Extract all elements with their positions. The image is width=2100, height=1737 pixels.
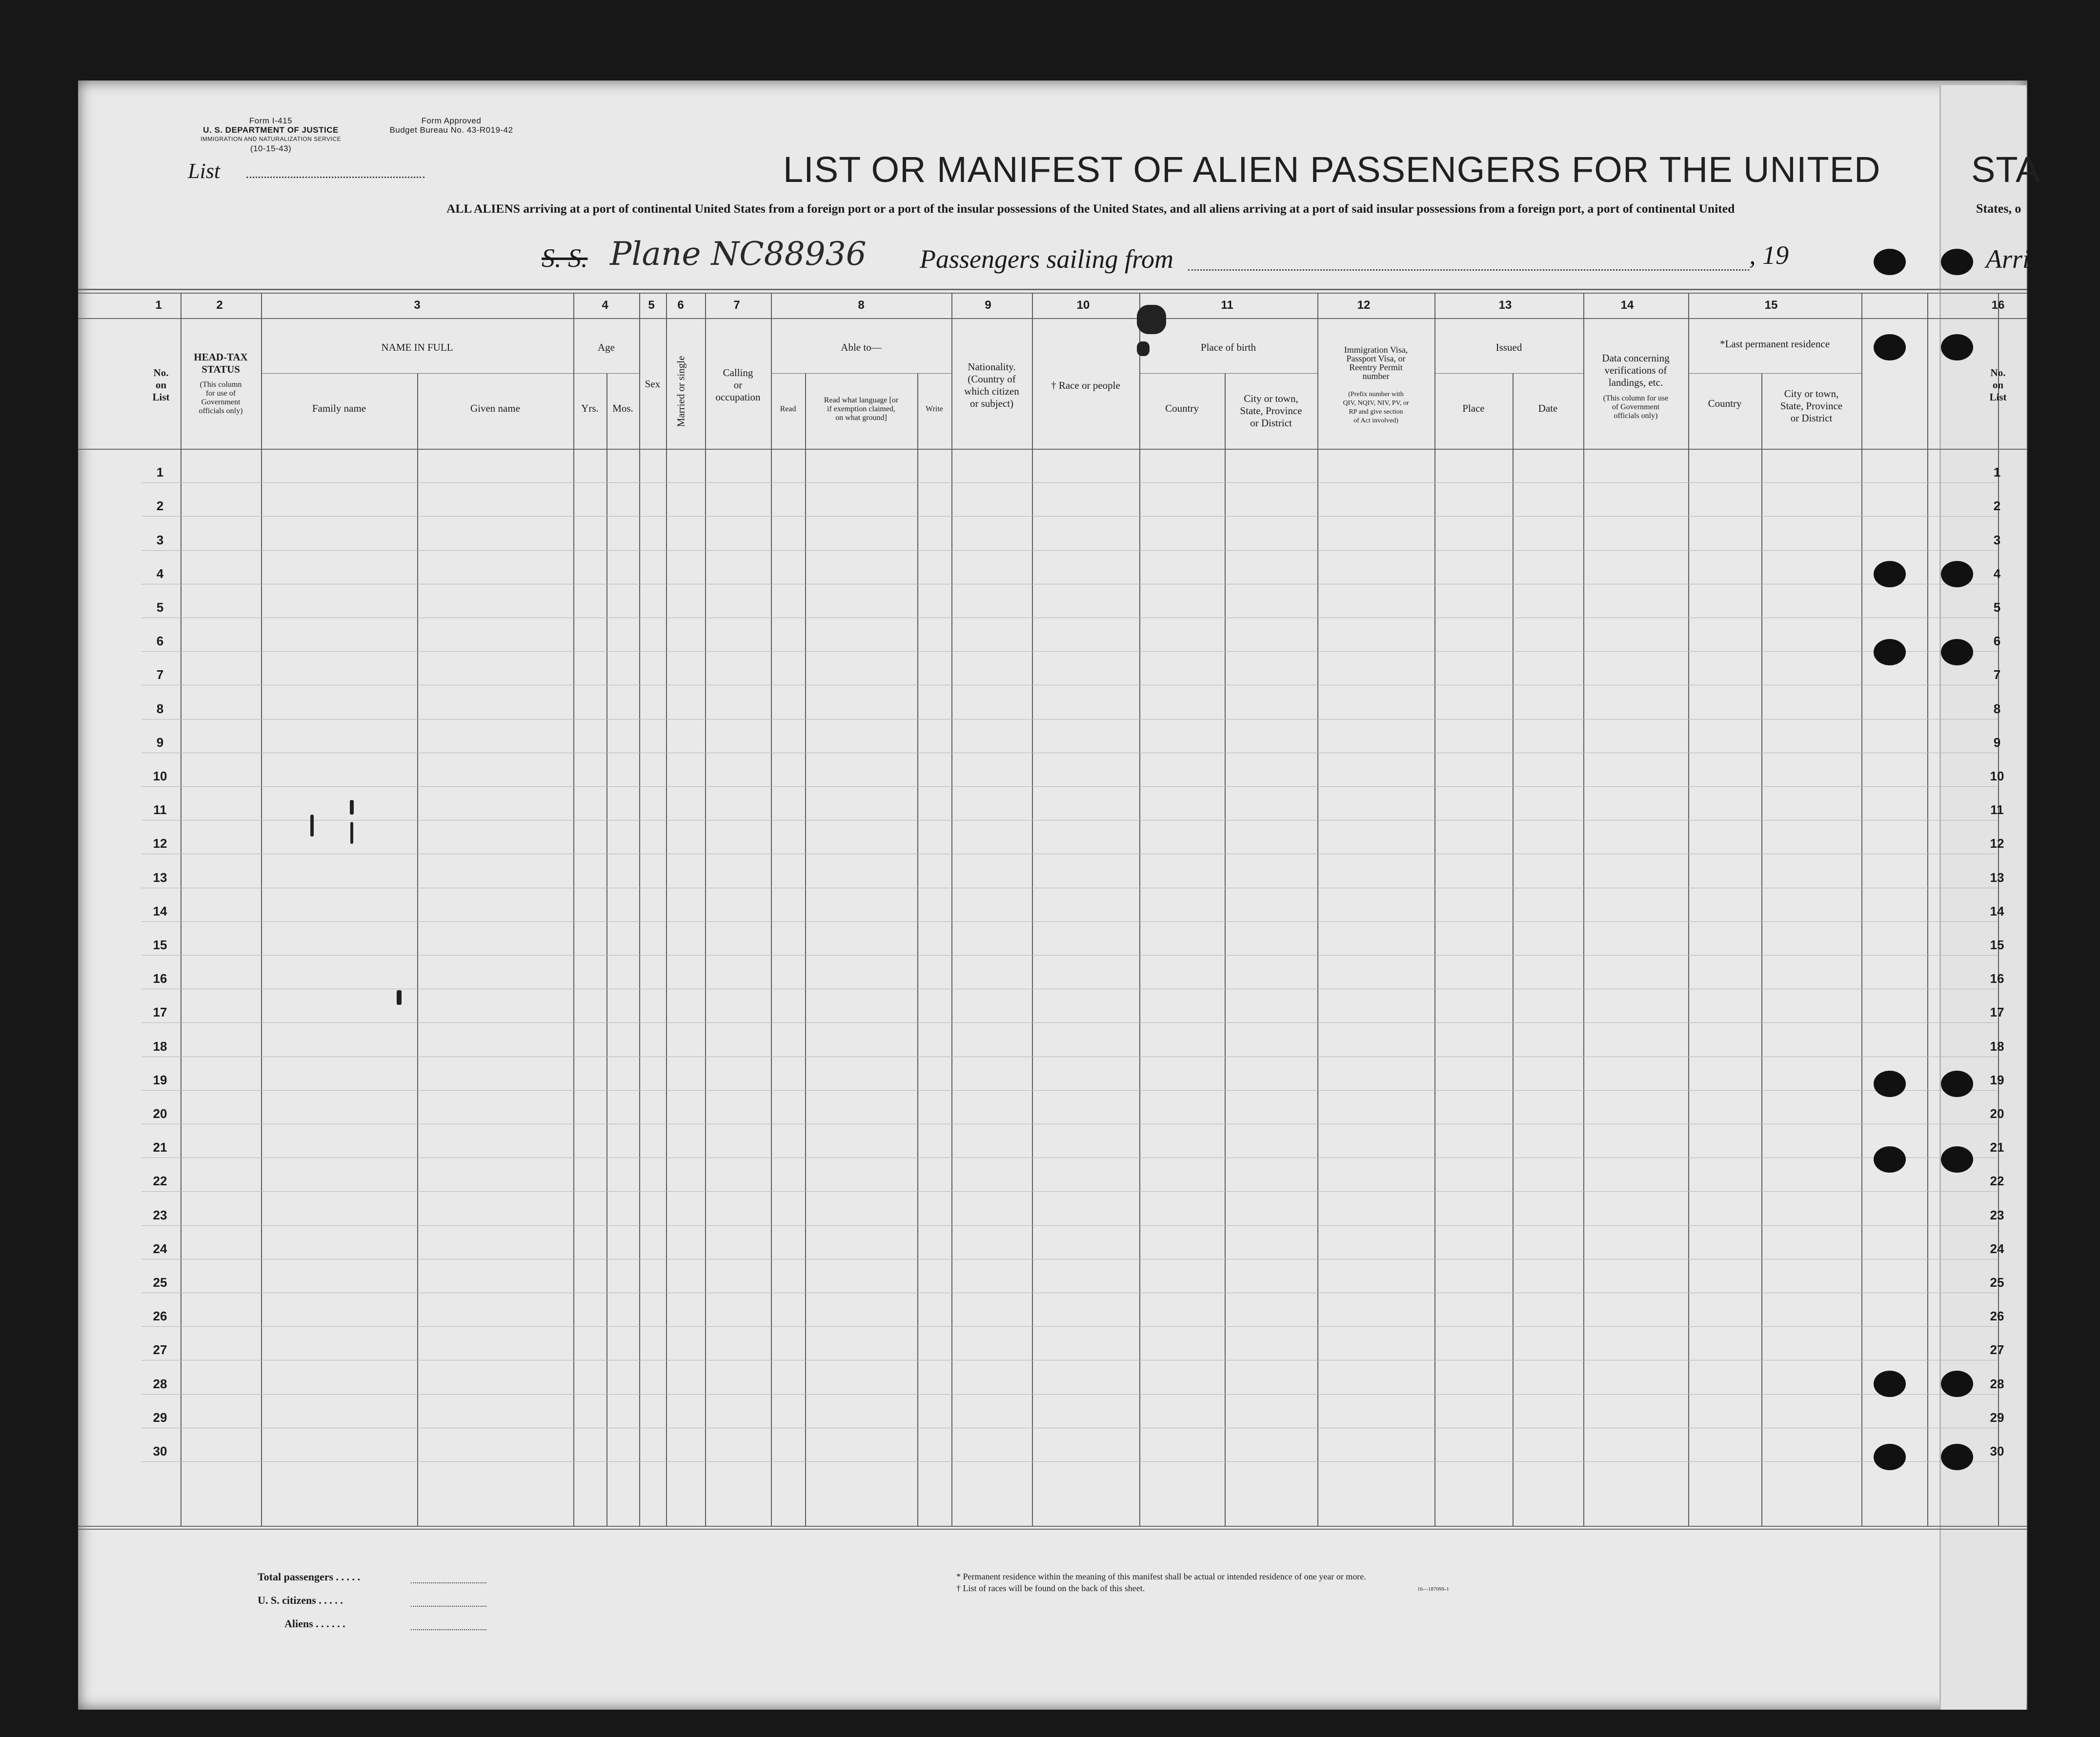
year-prefix: , 19 <box>1749 240 1789 270</box>
row-rule <box>141 1022 1998 1023</box>
col-num-12: 12 <box>1357 299 1371 312</box>
column-rule <box>573 293 574 1526</box>
ss-label: S. S. <box>542 243 588 273</box>
header-place-of-birth: Place of birth <box>1200 341 1256 353</box>
row-number: 13 <box>153 870 167 885</box>
column-rule <box>1317 293 1318 1526</box>
row-rule <box>141 921 1998 922</box>
column-rule <box>1139 293 1140 1526</box>
budget-number: Budget Bureau No. 43-R019-42 <box>389 125 513 135</box>
header-family-name: Family name <box>312 402 366 414</box>
binding-hole <box>1874 639 1906 665</box>
row-number: 16 <box>153 971 167 986</box>
header-visa-number: Immigration Visa, Passport Visa, or Reentry Permit number <box>1344 345 1408 381</box>
row-number: 14 <box>153 903 167 918</box>
binding-hole <box>1874 561 1906 587</box>
sub-header-rule <box>771 373 951 374</box>
col-num-16: 16 <box>1991 299 2005 312</box>
column-rule <box>1688 293 1689 1526</box>
row-number: 9 <box>156 735 164 750</box>
header-race: † Race or people <box>1051 379 1120 391</box>
row-number-right: 3 <box>1993 532 2001 547</box>
row-rule <box>141 1394 1998 1395</box>
col-num-8: 8 <box>858 299 865 312</box>
sailing-from-line <box>1188 269 1749 271</box>
row-number-right: 16 <box>1990 971 2004 986</box>
ink-mark <box>310 815 314 837</box>
col-num-7: 7 <box>733 299 740 312</box>
column-rule <box>417 373 418 1526</box>
header-data-note: (This column for use of Government officials only) <box>1603 394 1669 420</box>
column-rule <box>666 293 667 1526</box>
row-number-right: 25 <box>1990 1275 2004 1290</box>
row-number-right: 11 <box>1990 802 2004 818</box>
col-num-5: 5 <box>648 299 655 312</box>
row-number-right: 19 <box>1990 1072 2004 1087</box>
row-number: 27 <box>153 1342 167 1358</box>
header-no-on-list: No. on List <box>152 367 170 403</box>
column-rule <box>771 293 772 1526</box>
table-top-rule-inner <box>78 293 2027 294</box>
header-sex: Sex <box>645 378 661 390</box>
passengers-sailing-from-label: Passengers sailing from <box>920 244 1174 274</box>
binding-hole <box>1941 1371 1973 1397</box>
row-number: 3 <box>156 532 164 547</box>
row-number-right: 24 <box>1990 1241 2004 1256</box>
header-no-on-list-right: No. on List <box>1989 367 2007 403</box>
arriving-label-cut: Arri <box>1986 244 2030 274</box>
page-subtitle: ALL ALIENS arriving at a port of continental United States from a foreign port or a port of the insular possessions of the United States, and all aliens arriving at a port of said insular possessions from a foreign port, a port of continental United <box>446 201 1735 216</box>
binding-hole <box>1941 249 1973 275</box>
col-num-6: 6 <box>677 299 684 312</box>
binding-hole <box>1941 1146 1973 1173</box>
column-rule <box>1583 293 1584 1526</box>
row-number: 12 <box>153 836 167 851</box>
column-rule <box>1927 293 1928 1526</box>
row-number-right: 26 <box>1990 1309 2004 1324</box>
header-residence-city: City or town, State, Province or District <box>1780 388 1843 424</box>
col-num-4: 4 <box>602 299 608 312</box>
sub-header-rule <box>1434 373 1583 374</box>
row-number-right: 30 <box>1990 1444 2004 1458</box>
table-top-rule <box>78 289 2027 290</box>
row-rule <box>141 1326 1998 1327</box>
column-rule <box>1434 293 1435 1526</box>
header-read-what-language: Read what language [or if exemption claimed, on what ground] <box>824 396 899 422</box>
list-number-line <box>246 177 424 178</box>
binding-hole <box>1874 1371 1906 1397</box>
row-number-right: 1 <box>1993 465 2001 480</box>
column-rule <box>181 293 182 1526</box>
row-rule <box>141 482 1998 483</box>
approval-block <box>371 116 532 135</box>
form-id-block <box>195 116 346 153</box>
table-bottom-rule-inner <box>78 1529 2027 1530</box>
service-name: IMMIGRATION AND NATURALIZATION SERVICE <box>200 136 342 142</box>
row-number-right: 9 <box>1993 735 2001 750</box>
row-number: 20 <box>153 1106 167 1121</box>
row-number: 22 <box>153 1174 167 1189</box>
column-rule <box>261 293 262 1526</box>
page-title: LIST OR MANIFEST OF ALIEN PASSENGERS FOR THE UNITED <box>783 149 1881 190</box>
column-rule <box>805 373 806 1526</box>
header-calling: Calling or occupation <box>715 367 761 403</box>
header-write: Write <box>926 405 943 413</box>
header-issued: Issued <box>1495 341 1522 353</box>
row-number-right: 17 <box>1990 1005 2004 1020</box>
form-approved: Form Approved <box>421 116 482 125</box>
header-data-concerning: Data concerning verifications of landings, etc. <box>1602 352 1670 388</box>
col-num-14: 14 <box>1620 299 1634 312</box>
col-num-1: 1 <box>155 299 162 312</box>
row-number: 26 <box>153 1309 167 1324</box>
row-number: 2 <box>156 499 164 514</box>
column-rule <box>1513 373 1514 1526</box>
binding-hole <box>1874 1146 1906 1173</box>
row-number-right: 4 <box>1993 566 2001 581</box>
row-number-right: 21 <box>1990 1140 2004 1155</box>
row-number: 5 <box>156 600 164 615</box>
binding-hole <box>1941 1444 1973 1470</box>
header-age-mos: Mos. <box>612 402 633 414</box>
column-rule <box>1761 373 1762 1526</box>
row-rule <box>141 1225 1998 1226</box>
row-number: 1 <box>156 465 164 480</box>
print-code: 16—18709S-1 <box>1417 1586 1449 1592</box>
binding-hole <box>1941 561 1973 587</box>
row-number: 15 <box>153 938 167 952</box>
row-number-right: 13 <box>1990 870 2004 885</box>
column-rule <box>1225 373 1226 1526</box>
page-subtitle-continued: States, o <box>1976 201 2021 216</box>
ink-mark <box>350 800 354 815</box>
col-num-2: 2 <box>216 299 223 312</box>
binding-hole <box>1874 1444 1906 1470</box>
row-number: 24 <box>153 1241 167 1256</box>
col-num-11: 11 <box>1221 299 1233 312</box>
binding-hole <box>1941 1071 1973 1097</box>
col-num-10: 10 <box>1076 299 1090 312</box>
header-issued-place: Place <box>1462 402 1485 414</box>
ink-mark <box>1137 341 1150 356</box>
row-number-right: 15 <box>1990 938 2004 952</box>
row-rule <box>141 1461 1998 1462</box>
header-head-tax-note: (This column for use of Government officials only) <box>199 380 243 415</box>
footnote-permanent-residence: * Permanent residence within the meaning of this manifest shall be actual or intended residence of one year or more. <box>956 1572 1366 1581</box>
row-number-right: 5 <box>1993 600 2001 615</box>
row-number: 10 <box>153 769 167 783</box>
column-rule <box>917 373 918 1526</box>
header-birth-country: Country <box>1165 402 1199 414</box>
row-number-right: 18 <box>1990 1038 2004 1054</box>
sub-header-rule <box>1688 373 1861 374</box>
col-num-9: 9 <box>985 299 991 312</box>
column-rule <box>951 293 952 1526</box>
row-number-right: 10 <box>1990 769 2004 783</box>
aliens-line <box>411 1629 486 1630</box>
list-label: List <box>188 159 221 183</box>
header-last-residence: *Last permanent residence <box>1719 338 1830 350</box>
footer-us-citizens: U. S. citizens . . . . . <box>258 1594 343 1606</box>
binding-hole <box>1874 249 1906 275</box>
column-rule <box>1032 293 1033 1526</box>
page-title-continued: STA <box>1971 149 2040 190</box>
row-number: 23 <box>153 1207 167 1222</box>
row-number: 30 <box>153 1444 167 1458</box>
department-name: U. S. DEPARTMENT OF JUSTICE <box>203 125 339 135</box>
header-visa-note: (Prefix number with QIV, NQIV, NIV, PV, or RP and give section of Act involved) <box>1343 391 1409 424</box>
row-number: 7 <box>156 667 164 682</box>
header-bottom-rule <box>78 449 2027 450</box>
ink-mark <box>350 822 353 844</box>
row-number-right: 28 <box>1990 1376 2004 1391</box>
header-able-to: Able to— <box>841 341 882 353</box>
row-number: 29 <box>153 1410 167 1425</box>
footer-aliens: Aliens . . . . . . <box>284 1617 345 1630</box>
header-age-yrs: Yrs. <box>581 402 599 414</box>
row-number: 28 <box>153 1376 167 1391</box>
col-num-13: 13 <box>1498 299 1512 312</box>
row-number-right: 12 <box>1990 836 2004 851</box>
header-age: Age <box>598 341 615 353</box>
vessel-name-handwritten: Plane NC88936 <box>610 235 867 273</box>
header-residence-country: Country <box>1708 398 1742 409</box>
ink-mark <box>397 990 402 1005</box>
table-bottom-rule <box>78 1526 2027 1527</box>
binding-hole <box>1874 1071 1906 1097</box>
row-number-right: 27 <box>1990 1342 2004 1358</box>
row-number: 25 <box>153 1275 167 1290</box>
row-number-right: 20 <box>1990 1106 2004 1121</box>
ink-mark <box>1137 305 1166 334</box>
row-number: 11 <box>153 802 167 818</box>
col-num-15: 15 <box>1764 299 1778 312</box>
row-number: 21 <box>153 1140 167 1155</box>
form-number: Form I-415 <box>249 116 293 125</box>
row-number: 17 <box>153 1005 167 1020</box>
row-number-right: 23 <box>1990 1207 2004 1222</box>
column-rule <box>705 293 706 1526</box>
row-number-right: 14 <box>1990 903 2004 918</box>
header-nationality: Nationality. (Country of which citizen or subject) <box>964 361 1019 409</box>
header-birth-city: City or town, State, Province or District <box>1240 393 1302 429</box>
row-rule <box>141 1191 1998 1192</box>
row-number: 19 <box>153 1072 167 1087</box>
binding-hole <box>1874 334 1906 360</box>
footer-total-passengers: Total passengers . . . . . <box>258 1571 361 1583</box>
footnote-list-of-races: † List of races will be found on the back of this sheet. <box>956 1583 1145 1593</box>
column-rule <box>606 373 607 1526</box>
row-number: 4 <box>156 566 164 581</box>
row-number: 6 <box>156 634 164 649</box>
header-head-tax: HEAD-TAX STATUS <box>194 351 248 375</box>
header-given-name: Given name <box>470 402 521 414</box>
column-rule <box>1861 293 1862 1526</box>
row-number: 18 <box>153 1038 167 1054</box>
row-number-right: 8 <box>1993 701 2001 716</box>
row-rule <box>141 955 1998 956</box>
col-num-3: 3 <box>414 299 421 312</box>
header-married-single: Married or single <box>675 356 687 427</box>
sub-header-rule <box>1139 373 1317 374</box>
us-citizens-line <box>411 1606 486 1607</box>
row-number-right: 6 <box>1993 634 2001 649</box>
binding-hole <box>1941 334 1973 360</box>
manifest-sheet <box>78 80 2040 1710</box>
header-issued-date: Date <box>1538 402 1558 414</box>
binding-hole <box>1941 639 1973 665</box>
row-number-right: 7 <box>1993 667 2001 682</box>
total-passengers-line <box>411 1582 486 1583</box>
row-number-right: 2 <box>1993 499 2001 514</box>
form-date: (10-15-43) <box>250 144 292 153</box>
row-rule <box>141 1090 1998 1091</box>
header-name-in-full: NAME IN FULL <box>381 341 453 353</box>
column-number-rule <box>78 318 2027 319</box>
column-rule <box>639 293 640 1526</box>
row-rule <box>141 786 1998 787</box>
row-number-right: 29 <box>1990 1410 2004 1425</box>
row-rule <box>141 550 1998 551</box>
row-rule <box>141 651 1998 652</box>
row-number: 8 <box>156 701 164 716</box>
header-read: Read <box>780 405 796 413</box>
row-number-right: 22 <box>1990 1174 2004 1189</box>
row-rule <box>141 516 1998 517</box>
